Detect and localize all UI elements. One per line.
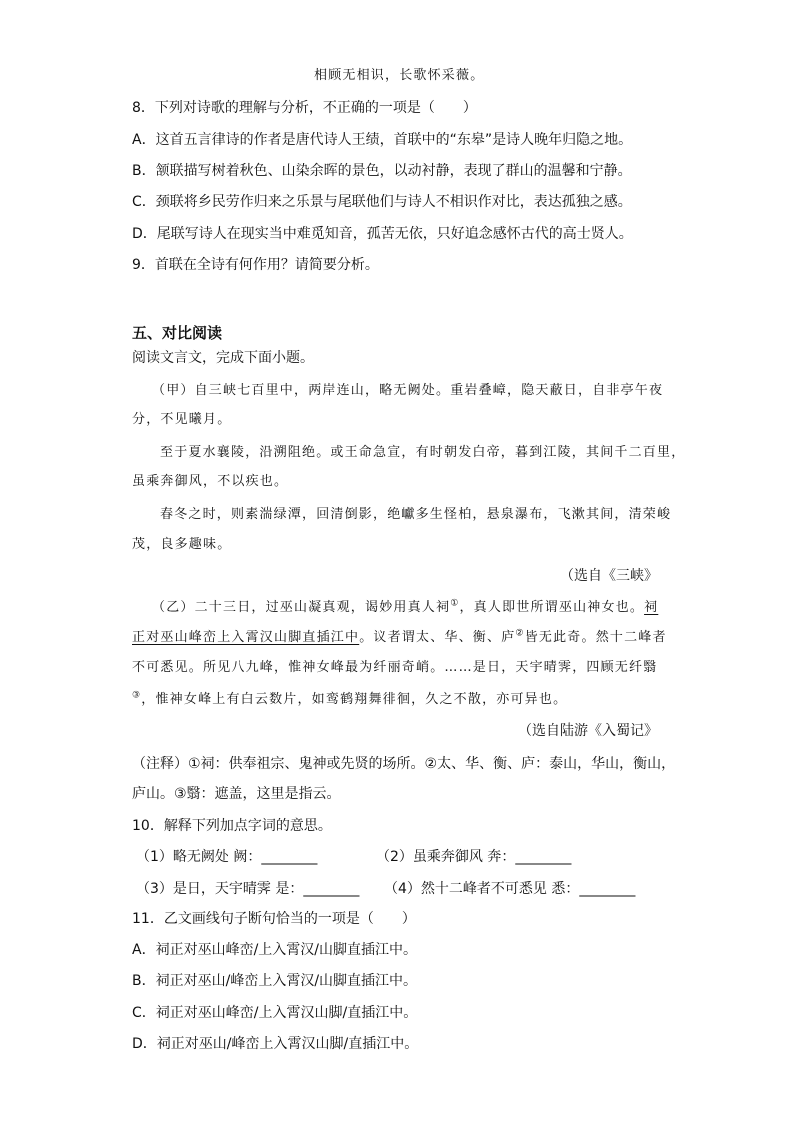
section-title: 五、对比阅读: [132, 324, 223, 342]
question-10-item-1: （1）略无阙处 阙：________: [136, 849, 318, 865]
passage-yi-line1-text-a: （乙）二十三日，过巫山凝真观，谒妙用真人祠: [152, 600, 451, 615]
passage-yi-line4: [132, 690, 567, 710]
underlined-sentence: 正对巫山峰峦上入霄汉山脚直插江中: [132, 630, 360, 645]
note-marker-3: ③: [132, 690, 142, 701]
passage-yi-line1-text-b: ，真人即世所谓巫山神女也。: [459, 600, 645, 615]
passage-jia-source: （选自《三峡》: [560, 568, 658, 584]
question-8-option-b: B．颔联描写树着秋色、山染余晖的景色，以动衬静，表现了群山的温馨和宁静。: [132, 163, 632, 179]
note-marker-2: ②: [515, 628, 525, 639]
question-10-stem: 10．解释下列加点字词的意思。: [132, 818, 332, 834]
passage-yi-line2: [132, 628, 667, 648]
passage-yi-source: （选自陆游《入蜀记》: [518, 723, 658, 739]
passage-jia-p1-line1: （甲）自三峡七百里中，两岸连山，略无阙处。重岩叠嶂，隐天蔽日，自非亭午夜: [152, 383, 664, 398]
passage-yi-line4-text: ，惟神女峰上有白云数片，如鸾鹤翔舞徘徊，久之不散，亦可异也。: [141, 692, 568, 707]
passage-yi-line2-text-b: 皆无此奇。然十二峰者: [524, 630, 667, 645]
question-11-option-b: B．祠正对巫山/峰峦上入霄汉/山脚直插江中。: [132, 973, 418, 989]
passage-jia-p2-line2: 虽乘奔御风，不以疾也。: [132, 474, 289, 489]
question-11-stem: 11．乙文画线句子断句恰当的一项是（ ）: [132, 911, 416, 927]
passage-jia-p3-line1: 春冬之时，则素湍绿潭，回清倒影，绝巘多生怪柏，悬泉瀑布，飞漱其间，清荣峻: [160, 507, 672, 522]
question-9: 9．首联在全诗有何作用？请简要分析。: [132, 257, 379, 273]
question-8-option-a: A．这首五言律诗的作者是唐代诗人王绩，首联中的“东皋”是诗人晚年归隐之地。: [132, 132, 633, 148]
passage-yi-line1: [152, 598, 658, 618]
annotation-line1: （注释）①祠：供奉祖宗、鬼神或先贤的场所。②太、华、衡、庐：泰山，华山，衡山，: [132, 756, 676, 772]
passage-jia-p3-line2: 茂，良多趣味。: [132, 537, 232, 552]
question-10-item-4: （4）然十二峰者不可悉见 悉：________: [384, 881, 636, 897]
question-8-option-c: C．颈联将乡民劳作归来之乐景与尾联他们与诗人不相识作对比，表达孤独之感。: [132, 194, 632, 210]
poem-last-line: 相顾无相识，长歌怀采薇。: [314, 68, 485, 83]
passage-yi-line3: 不可悉见。所见八九峰，惟神女峰最为纤丽奇峭。……是日，天宇晴霁，四顾无纤翳: [132, 660, 658, 675]
question-11-option-d: D．祠正对巫山/峰峦上入霄汉山脚/直插江中。: [132, 1036, 419, 1052]
question-8-stem: 8．下列对诗歌的理解与分析，不正确的一项是（ ）: [132, 100, 477, 116]
question-11-option-a: A．祠正对巫山峰峦/上入霄汉/山脚直插江中。: [132, 942, 418, 958]
answer-blank[interactable]: ________: [303, 881, 360, 897]
passage-jia-p1-line2: 分，不见曦月。: [132, 412, 232, 427]
section-instruction: 阅读文言文，完成下面小题。: [132, 350, 314, 366]
passage-yi-line2-text-a: 。议者谓太、华、衡、庐: [359, 630, 516, 645]
answer-blank[interactable]: ________: [261, 849, 318, 865]
annotation-line2: 庐山。③翳：遮盖，这里是指云。: [132, 786, 341, 802]
passage-jia-p2-line1: 至于夏水襄陵，沿溯阻绝。或王命急宣，有时朝发白帝，暮到江陵，其间千二百里，: [160, 445, 686, 460]
question-10-item-2: （2）虽乘奔御风 奔：________: [376, 849, 572, 865]
underlined-sentence-start: 祠: [644, 600, 659, 615]
question-8-option-d: D．尾联写诗人在现实当中难觅知音，孤苦无依，只好追念感怀古代的高士贤人。: [132, 226, 633, 242]
note-marker-1: ①: [450, 598, 460, 609]
answer-blank[interactable]: ________: [515, 849, 572, 865]
question-10-item-3: （3）是日，天宇晴霁 是：________: [136, 881, 360, 897]
question-11-option-c: C．祠正对巫山峰峦/上入霄汉山脚/直插江中。: [132, 1005, 418, 1021]
answer-blank[interactable]: ________: [579, 881, 636, 897]
